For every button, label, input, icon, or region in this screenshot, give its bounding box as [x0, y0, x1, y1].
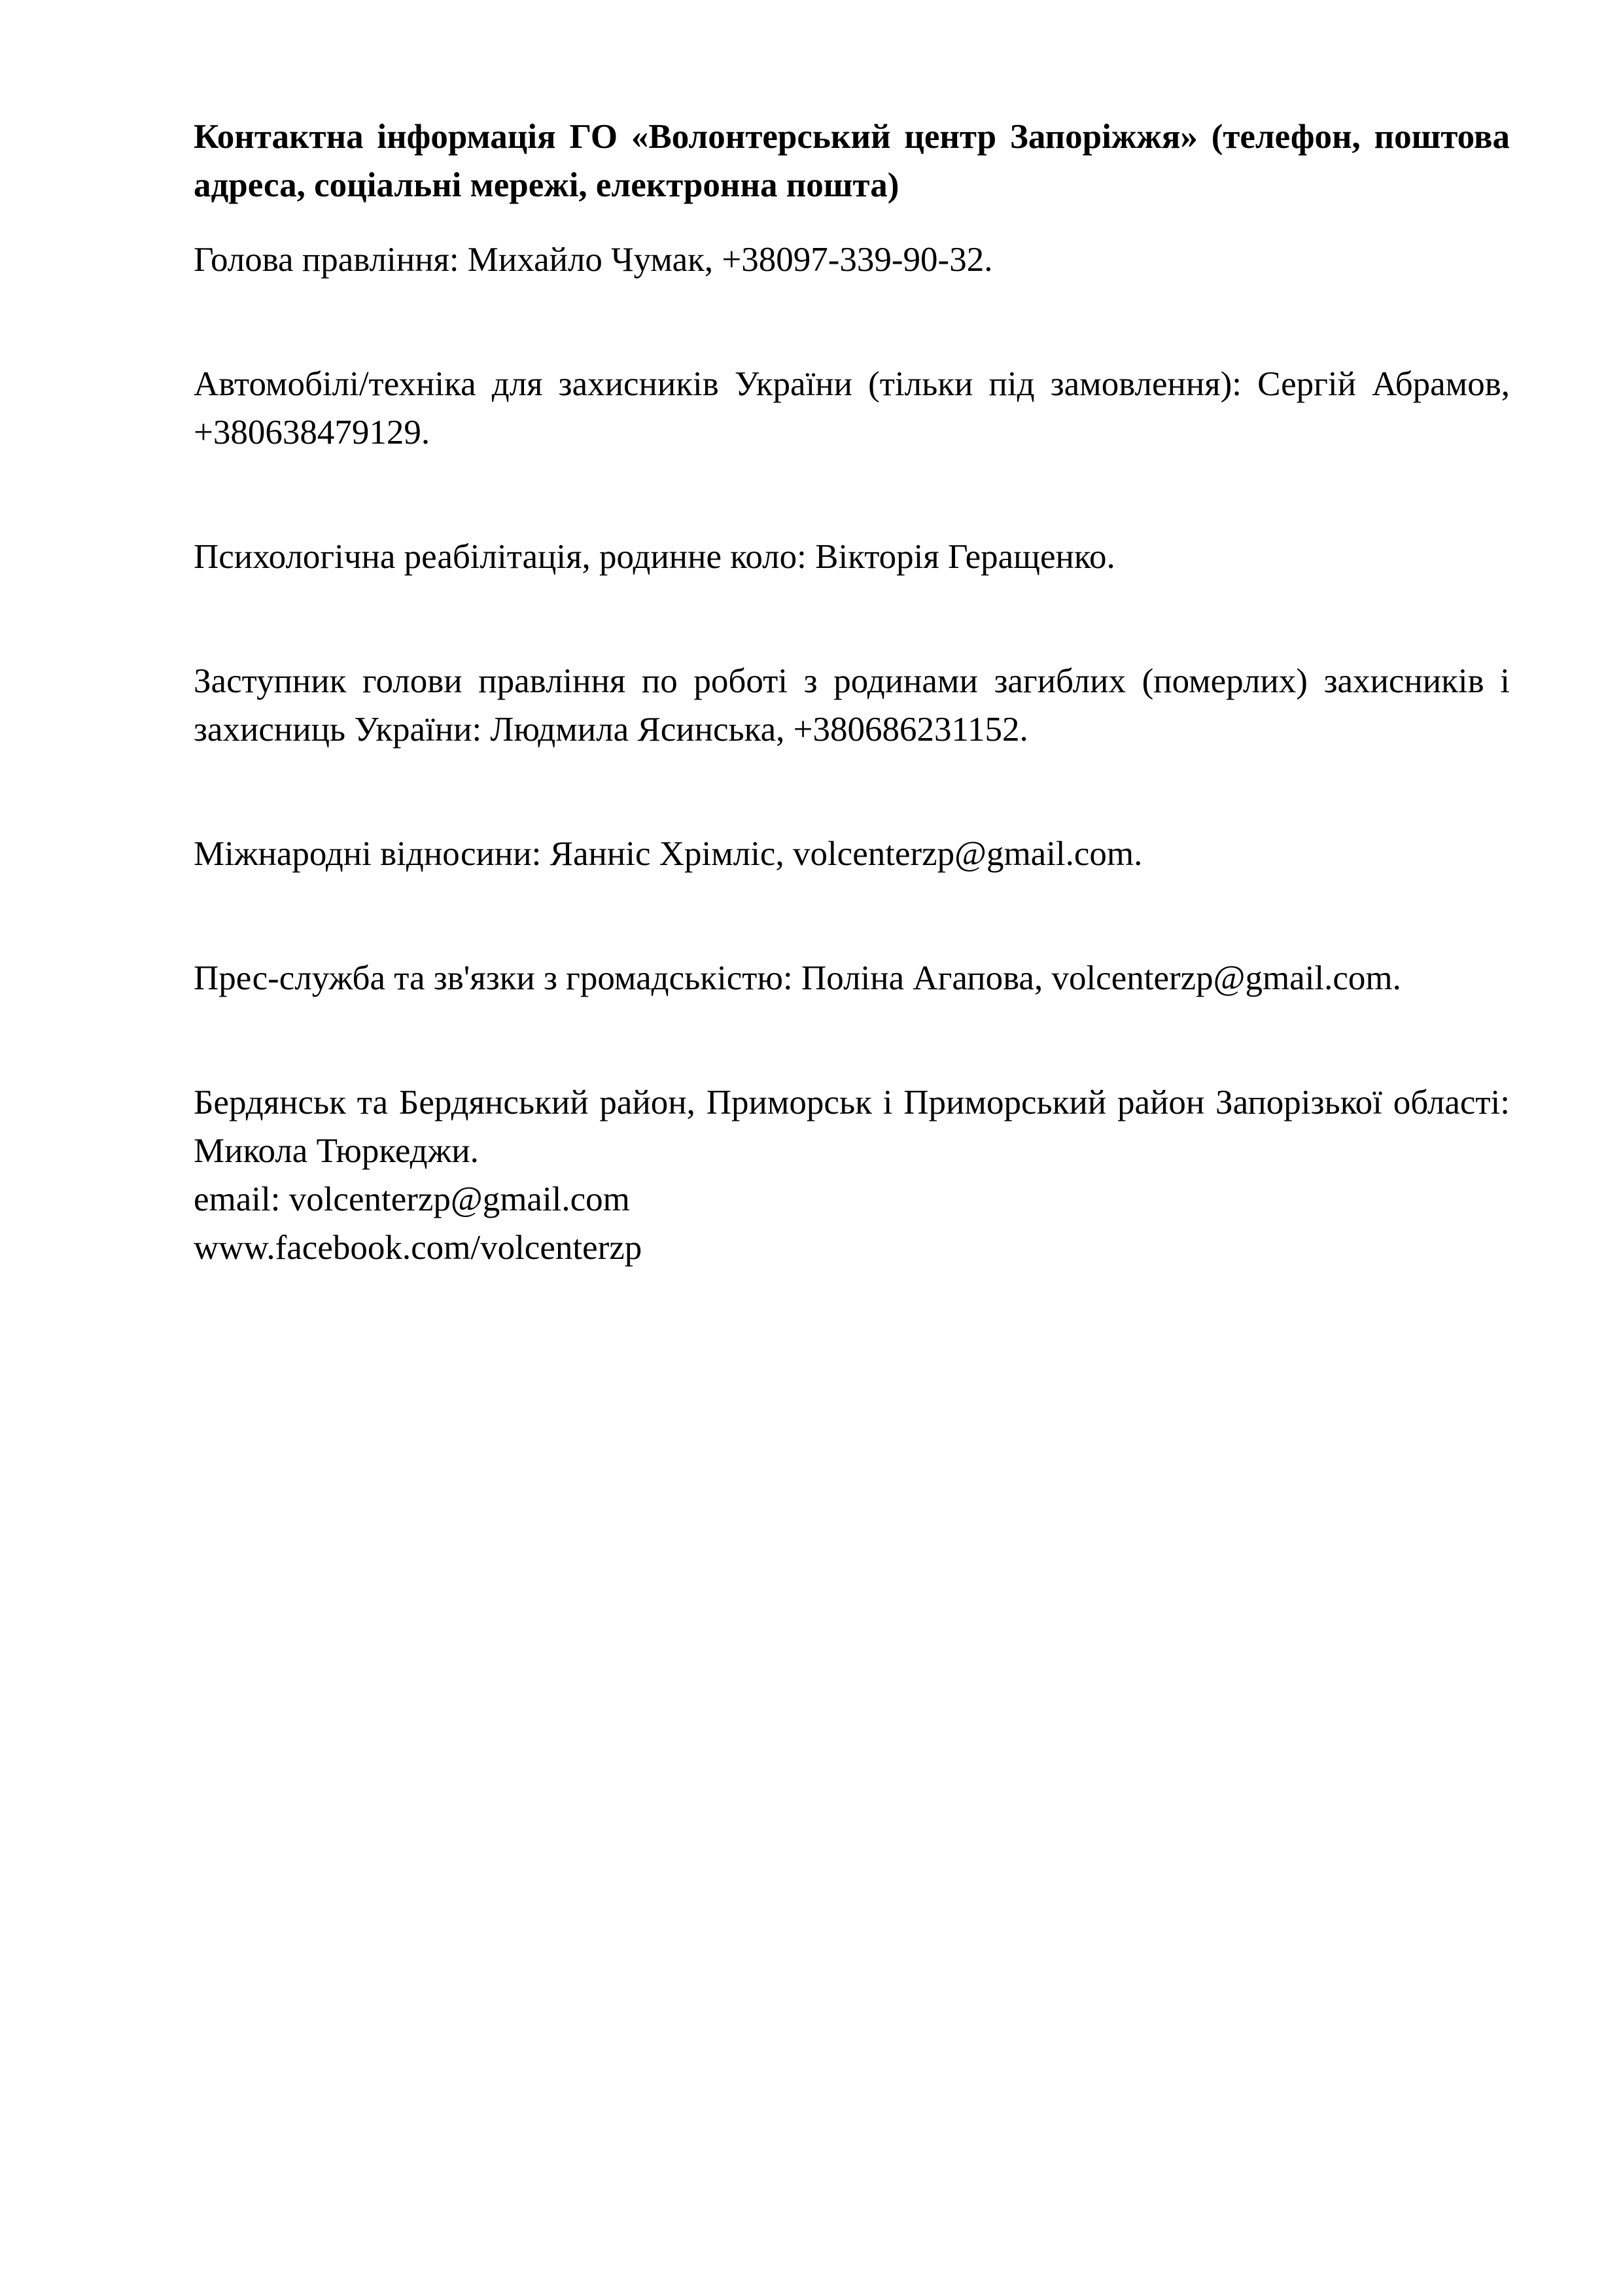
- paragraph-berdyansk: Бердянськ та Бердянський район, Приморськ і Приморський район Запорізької області: Микола Тюркеджи.: [194, 1084, 1510, 1170]
- paragraph-chairman: Голова правління: Михайло Чумак, +38097-339-90-32.: [194, 241, 993, 279]
- document-body: [194, 113, 1510, 1272]
- paragraph-psychology: Психологічна реабілітація, родинне коло: Вікторія Геращенко.: [194, 538, 1115, 576]
- document-heading: Контактна інформація ГО «Волонтерський центр Запоріжжя» (телефон, поштова адреса, соціальні мережі, електронна пошта): [194, 118, 1510, 204]
- paragraph-vehicles: Автомобілі/техніка для захисників України (тільки під замовлення): Сергій Абрамов, +380638479129.: [194, 365, 1510, 451]
- paragraph-deputy: Заступник голови правління по роботі з родинами загиблих (померлих) захисників і захисниць України: Людмила Ясинська, +380686231152.: [194, 662, 1510, 749]
- paragraph-press: Прес-служба та зв'язки з громадськістю: Поліна Агапова, volcenterzp@gmail.com.: [194, 959, 1401, 997]
- paragraph-international: Міжнародні відносини: Яанніс Хрімліс, volcenterzp@gmail.com.: [194, 835, 1143, 873]
- facebook-link[interactable]: www.facebook.com/volcenterzp: [194, 1229, 642, 1267]
- email-line[interactable]: email: volcenterzp@gmail.com: [194, 1180, 630, 1218]
